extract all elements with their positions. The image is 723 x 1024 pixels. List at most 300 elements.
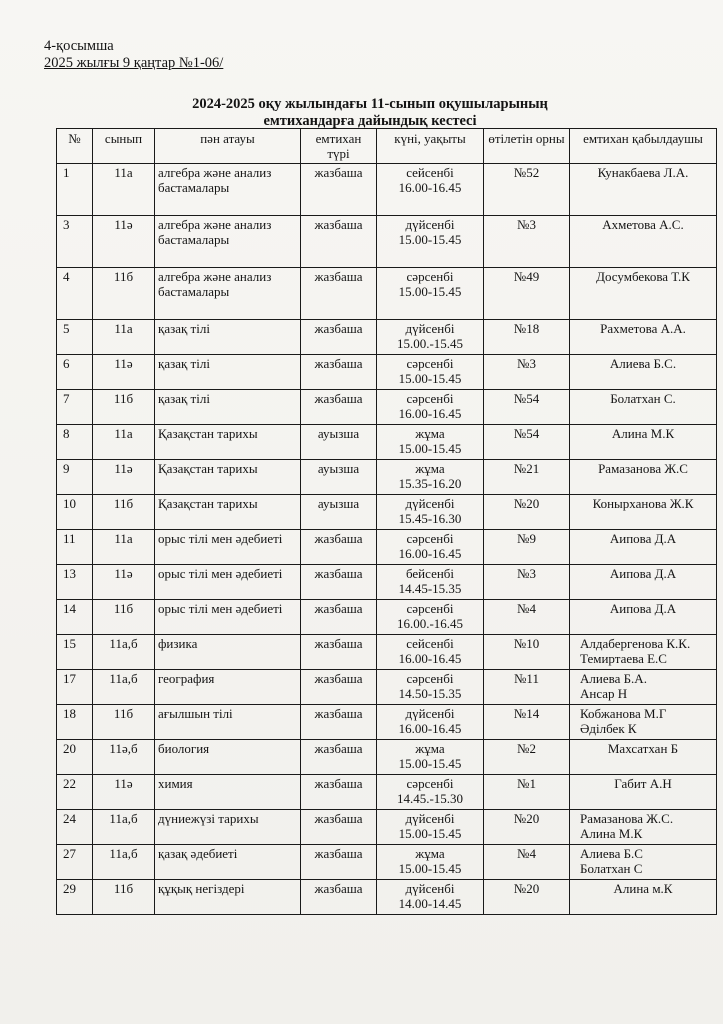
table-row [57, 425, 717, 460]
table-row [57, 845, 717, 880]
cell-num-num: 8 [63, 426, 70, 441]
cell-examiner [570, 495, 717, 530]
table-row [57, 460, 717, 495]
cell-day-time [377, 670, 484, 705]
table-row [57, 390, 717, 425]
cell-day-time-time: 16.00-16.45 [398, 720, 462, 736]
cell-examiner-examiner: Алина м.К [613, 881, 673, 896]
cell-room [484, 164, 570, 216]
cell-class [93, 268, 155, 320]
cell-num-num: 29 [63, 881, 76, 896]
cell-class-cls: 11ә [114, 217, 133, 232]
table-row [57, 635, 717, 670]
cell-day-time-time: 16.00-16.45 [398, 179, 462, 195]
cell-examiner-examiner: Темиртаева Е.С [580, 650, 667, 666]
table-row [57, 600, 717, 635]
cell-examiner [570, 164, 717, 216]
cell-subject [155, 425, 301, 460]
cell-num-num: 13 [63, 566, 76, 581]
cell-examiner-examiner: Ансар Н [580, 685, 628, 701]
cell-room [484, 320, 570, 355]
cell-subject-subject: алгебра және анализ бастамалары [158, 165, 272, 195]
cell-num-num: 5 [63, 321, 70, 336]
cell-room [484, 530, 570, 565]
cell-subject [155, 460, 301, 495]
table-row [57, 268, 717, 320]
cell-class [93, 845, 155, 880]
cell-class [93, 670, 155, 705]
cell-num [57, 810, 93, 845]
cell-class-cls: 11ә,б [109, 741, 138, 756]
cell-examiner [570, 705, 717, 740]
cell-num [57, 268, 93, 320]
cell-day-time-time: 16.00-16.45 [398, 545, 462, 561]
cell-room-room: №4 [517, 846, 536, 861]
cell-day-time-time: 15.00.-15.45 [396, 335, 464, 351]
cell-type-type: жазбаша [314, 881, 363, 896]
cell-num [57, 775, 93, 810]
cell-examiner [570, 530, 717, 565]
cell-day-time-time: 15.00-15.45 [398, 755, 462, 771]
cell-subject [155, 565, 301, 600]
cell-room-room: №14 [513, 706, 540, 721]
cell-class-cls: 11ә [114, 776, 133, 791]
cell-day-time-day: сәрсенбі [406, 776, 454, 791]
cell-day-time-time: 16.00-16.45 [398, 650, 462, 666]
table-row [57, 740, 717, 775]
cell-room [484, 495, 570, 530]
cell-day-time [377, 880, 484, 915]
cell-room [484, 600, 570, 635]
cell-subject [155, 495, 301, 530]
cell-subject [155, 216, 301, 268]
cell-num-num: 22 [63, 776, 76, 791]
cell-day-time-time: 16.00.-16.45 [396, 615, 464, 631]
cell-subject [155, 600, 301, 635]
cell-examiner-examiner: Аипова Д.А [609, 531, 677, 546]
cell-class-cls: 11б [113, 881, 134, 896]
cell-class [93, 880, 155, 915]
cell-day-time-day: сәрсенбі [406, 601, 454, 616]
cell-subject-subject: орыс тілі мен әдебиеті [158, 566, 283, 581]
cell-subject [155, 670, 301, 705]
cell-examiner [570, 740, 717, 775]
table-row [57, 565, 717, 600]
cell-type [301, 810, 377, 845]
cell-num [57, 670, 93, 705]
cell-room-room: №10 [513, 636, 540, 651]
cell-day-time [377, 268, 484, 320]
cell-day-time-day: дүйсенбі [405, 217, 455, 232]
cell-day-time-time: 15.00-15.45 [398, 283, 462, 299]
cell-num [57, 320, 93, 355]
cell-num [57, 740, 93, 775]
cell-class [93, 355, 155, 390]
cell-num [57, 845, 93, 880]
cell-class [93, 164, 155, 216]
cell-day-time-day: дүйсенбі [405, 321, 455, 336]
cell-num [57, 460, 93, 495]
cell-day-time-day: дүйсенбі [405, 496, 455, 511]
cell-examiner [570, 460, 717, 495]
cell-subject-subject: алгебра және анализ бастамалары [158, 217, 272, 247]
cell-type-type: жазбаша [314, 636, 363, 651]
cell-type-type: жазбаша [314, 776, 363, 791]
cell-day-time-day: дүйсенбі [405, 811, 455, 826]
cell-subject [155, 164, 301, 216]
cell-room-room: №3 [517, 566, 536, 581]
cell-examiner [570, 810, 717, 845]
cell-subject [155, 635, 301, 670]
cell-room-room: №54 [513, 426, 540, 441]
header-subject: пән атауы [155, 129, 301, 164]
cell-examiner-examiner: Алина М.К [611, 426, 675, 441]
annex-header [44, 38, 223, 72]
cell-class [93, 810, 155, 845]
cell-type-type: жазбаша [314, 321, 363, 336]
cell-subject-subject: физика [158, 636, 198, 651]
cell-room-room: №21 [513, 461, 540, 476]
cell-num [57, 880, 93, 915]
cell-class [93, 705, 155, 740]
cell-class [93, 740, 155, 775]
cell-class-cls: 11б [113, 391, 134, 406]
cell-day-time-time: 14.00-14.45 [398, 895, 462, 911]
cell-type-type: жазбаша [314, 741, 363, 756]
cell-num [57, 390, 93, 425]
cell-subject [155, 530, 301, 565]
cell-day-time-time: 14.45.-15.30 [396, 790, 464, 806]
cell-day-time [377, 495, 484, 530]
cell-room [484, 670, 570, 705]
cell-class-cls: 11б [113, 269, 134, 284]
cell-examiner [570, 320, 717, 355]
cell-subject-subject: қазақ тілі [158, 321, 210, 336]
cell-class-cls: 11б [113, 496, 134, 511]
cell-subject [155, 880, 301, 915]
cell-examiner-examiner: Аипова Д.А [609, 566, 677, 581]
cell-type [301, 460, 377, 495]
cell-num-num: 17 [63, 671, 76, 686]
cell-examiner [570, 670, 717, 705]
table-row [57, 775, 717, 810]
header-class: сынып [93, 129, 155, 164]
cell-day-time [377, 845, 484, 880]
table-row [57, 705, 717, 740]
cell-type [301, 530, 377, 565]
cell-subject-subject: Қазақстан тарихы [158, 461, 258, 476]
cell-day-time-time: 15.00-15.45 [398, 860, 462, 876]
cell-examiner [570, 880, 717, 915]
cell-class-cls: 11а,б [109, 671, 138, 686]
cell-room-room: №2 [517, 741, 536, 756]
cell-day-time-time: 15.45-16.30 [398, 510, 462, 526]
cell-class-cls: 11ә [114, 566, 133, 581]
cell-class [93, 565, 155, 600]
table-row [57, 670, 717, 705]
cell-examiner [570, 390, 717, 425]
table-row [57, 320, 717, 355]
cell-num [57, 355, 93, 390]
cell-num-num: 11 [63, 531, 76, 546]
cell-day-time-day: дүйсенбі [405, 706, 455, 721]
cell-day-time-day: сейсенбі [406, 165, 454, 180]
cell-examiner-examiner: Рамазанова Ж.С [598, 461, 688, 476]
cell-examiner-examiner: Конырханова Ж.К [592, 496, 694, 511]
cell-room-room: №20 [513, 496, 540, 511]
cell-type [301, 495, 377, 530]
cell-examiner [570, 216, 717, 268]
cell-subject-subject: қазақ әдебиеті [158, 846, 238, 861]
cell-subject [155, 268, 301, 320]
cell-type-type: жазбаша [314, 217, 363, 232]
cell-class [93, 635, 155, 670]
cell-num-num: 15 [63, 636, 76, 651]
cell-type-type: ауызша [317, 461, 360, 476]
cell-room-room: №20 [513, 811, 540, 826]
cell-room [484, 635, 570, 670]
cell-examiner [570, 355, 717, 390]
cell-room [484, 460, 570, 495]
cell-subject [155, 740, 301, 775]
cell-day-time-day: жұма [415, 741, 445, 756]
cell-type [301, 425, 377, 460]
cell-day-time [377, 740, 484, 775]
header-num: № [57, 129, 93, 164]
cell-room [484, 810, 570, 845]
cell-subject-subject: құқық негіздері [158, 881, 245, 896]
cell-subject-subject: алгебра және анализ бастамалары [158, 269, 272, 299]
cell-examiner-examiner: Болатхан С [580, 860, 643, 876]
cell-room-room: №52 [513, 165, 540, 180]
cell-day-time-time: 15.00-15.45 [398, 370, 462, 386]
cell-day-time [377, 355, 484, 390]
cell-type-type: ауызша [317, 426, 360, 441]
cell-examiner [570, 775, 717, 810]
cell-num [57, 164, 93, 216]
table-header-row [57, 129, 717, 164]
cell-day-time-day: сәрсенбі [406, 531, 454, 546]
cell-room [484, 775, 570, 810]
cell-num-num: 24 [63, 811, 76, 826]
cell-num-num: 3 [63, 217, 70, 232]
cell-subject-subject: орыс тілі мен әдебиеті [158, 601, 283, 616]
cell-day-time [377, 320, 484, 355]
cell-day-time-day: жұма [415, 461, 445, 476]
cell-subject-subject: орыс тілі мен әдебиеті [158, 531, 283, 546]
cell-type [301, 600, 377, 635]
cell-room [484, 705, 570, 740]
cell-day-time [377, 530, 484, 565]
cell-examiner-examiner: Ахметова А.С. [602, 217, 684, 232]
cell-num-num: 1 [63, 165, 70, 180]
cell-day-time-time: 14.45-15.35 [398, 580, 462, 596]
cell-day-time [377, 390, 484, 425]
cell-num-num: 10 [63, 496, 76, 511]
cell-type [301, 164, 377, 216]
cell-subject [155, 320, 301, 355]
cell-type-type: жазбаша [314, 391, 363, 406]
cell-day-time-day: жұма [415, 846, 445, 861]
table-row [57, 216, 717, 268]
cell-type [301, 390, 377, 425]
cell-room [484, 740, 570, 775]
cell-examiner-examiner: Алиева Б.С [580, 846, 643, 861]
table-row [57, 164, 717, 216]
cell-type [301, 670, 377, 705]
header-type: емтихан түрі [301, 129, 377, 164]
cell-room [484, 216, 570, 268]
cell-type [301, 845, 377, 880]
cell-subject-subject: ағылшын тілі [158, 706, 233, 721]
cell-class-cls: 11а [114, 426, 133, 441]
cell-room-room: №18 [513, 321, 540, 336]
cell-room-room: №1 [517, 776, 536, 791]
cell-class-cls: 11б [113, 706, 134, 721]
cell-class-cls: 11а [114, 321, 133, 336]
cell-day-time [377, 425, 484, 460]
cell-room [484, 425, 570, 460]
table-row [57, 880, 717, 915]
cell-room-room: №20 [513, 881, 540, 896]
cell-class [93, 216, 155, 268]
cell-class-cls: 11ә [114, 461, 133, 476]
table-row [57, 530, 717, 565]
cell-type [301, 740, 377, 775]
cell-examiner-examiner: Әділбек К [580, 720, 637, 736]
cell-class-cls: 11а,б [109, 846, 138, 861]
cell-type-type: жазбаша [314, 671, 363, 686]
cell-type-type: жазбаша [314, 601, 363, 616]
cell-day-time-day: сәрсенбі [406, 269, 454, 284]
document-title [150, 96, 590, 130]
cell-type [301, 565, 377, 600]
cell-type-type: жазбаша [314, 269, 363, 284]
cell-type-type: ауызша [317, 496, 360, 511]
cell-subject-subject: қазақ тілі [158, 391, 210, 406]
cell-room [484, 880, 570, 915]
cell-type [301, 705, 377, 740]
cell-examiner [570, 845, 717, 880]
cell-num-num: 27 [63, 846, 76, 861]
title-line-1: 2024-2025 оқу жылындағы 11-сынып оқушыларының [192, 96, 548, 112]
cell-room-room: №11 [514, 671, 539, 686]
cell-day-time-time: 15.00-15.45 [398, 825, 462, 841]
cell-examiner [570, 268, 717, 320]
cell-examiner-examiner: Аипова Д.А [609, 601, 677, 616]
cell-class-cls: 11б [113, 601, 134, 616]
cell-examiner-examiner: Рахметова А.А. [600, 321, 686, 336]
cell-day-time-time: 15.00-15.45 [398, 231, 462, 247]
cell-day-time-day: сәрсенбі [406, 356, 454, 371]
cell-subject-subject: Қазақстан тарихы [158, 426, 258, 441]
cell-examiner-examiner: Махсатхан Б [607, 741, 679, 756]
cell-num-num: 4 [63, 269, 70, 284]
cell-num-num: 20 [63, 741, 76, 756]
exam-schedule-table [56, 128, 717, 915]
cell-class-cls: 11а,б [109, 636, 138, 651]
cell-day-time [377, 705, 484, 740]
cell-examiner-examiner: Габит А.Н [614, 776, 672, 791]
cell-day-time [377, 635, 484, 670]
cell-day-time [377, 164, 484, 216]
cell-day-time [377, 775, 484, 810]
cell-class-cls: 11а,б [109, 811, 138, 826]
cell-day-time-day: сәрсенбі [406, 671, 454, 686]
header-examiner: емтихан қабылдаушы [570, 129, 717, 164]
cell-subject-subject: Қазақстан тарихы [158, 496, 258, 511]
cell-type-type: жазбаша [314, 846, 363, 861]
cell-type-type: жазбаша [314, 566, 363, 581]
header-day: күні, уақыты [377, 129, 484, 164]
cell-subject [155, 355, 301, 390]
cell-num [57, 565, 93, 600]
cell-subject [155, 810, 301, 845]
cell-day-time-day: сәрсенбі [406, 391, 454, 406]
cell-type [301, 635, 377, 670]
cell-day-time [377, 810, 484, 845]
annex-date-ref: 2025 жылғы 9 қаңтар №1-06/ [44, 55, 224, 71]
cell-room [484, 565, 570, 600]
cell-room-room: №49 [513, 269, 540, 284]
cell-room [484, 845, 570, 880]
header-room: өтілетін орны [484, 129, 570, 164]
cell-day-time [377, 600, 484, 635]
cell-day-time-time: 14.50-15.35 [398, 685, 462, 701]
cell-day-time-time: 15.35-16.20 [398, 475, 462, 491]
cell-examiner-examiner: Алиева Б.А. [580, 671, 647, 686]
cell-examiner [570, 635, 717, 670]
cell-subject-subject: қазақ тілі [158, 356, 210, 371]
cell-examiner-examiner: Алина М.К [580, 825, 643, 841]
cell-class [93, 600, 155, 635]
cell-examiner-examiner: Досумбекова Т.К [596, 269, 690, 284]
cell-subject [155, 705, 301, 740]
cell-class [93, 775, 155, 810]
cell-num-num: 18 [63, 706, 76, 721]
cell-type [301, 355, 377, 390]
cell-examiner-examiner: Болатхан С. [610, 391, 676, 406]
cell-room [484, 390, 570, 425]
cell-num [57, 705, 93, 740]
cell-examiner [570, 600, 717, 635]
cell-class [93, 320, 155, 355]
cell-num [57, 600, 93, 635]
cell-examiner-examiner: Алиева Б.С. [609, 356, 677, 371]
cell-examiner-examiner: Алдабергенова К.К. [580, 636, 691, 651]
cell-type-type: жазбаша [314, 356, 363, 371]
cell-room [484, 355, 570, 390]
cell-day-time-day: сейсенбі [406, 636, 454, 651]
cell-subject-subject: химия [158, 776, 193, 791]
cell-class-cls: 11а [114, 165, 133, 180]
cell-type [301, 775, 377, 810]
cell-room-room: №3 [517, 217, 536, 232]
cell-subject-subject: география [158, 671, 215, 686]
cell-class-cls: 11а [114, 531, 133, 546]
cell-class [93, 460, 155, 495]
title-line-2: емтихандарға дайындық кестесі [263, 113, 477, 129]
cell-type [301, 268, 377, 320]
table-row [57, 495, 717, 530]
cell-num-num: 7 [63, 391, 70, 406]
cell-num [57, 495, 93, 530]
cell-subject-subject: биология [158, 741, 210, 756]
cell-day-time-time: 16.00-16.45 [398, 405, 462, 421]
cell-examiner-examiner: Кобжанова М.Г [580, 706, 667, 721]
cell-examiner-examiner: Рамазанова Ж.С. [580, 811, 674, 826]
cell-type [301, 320, 377, 355]
